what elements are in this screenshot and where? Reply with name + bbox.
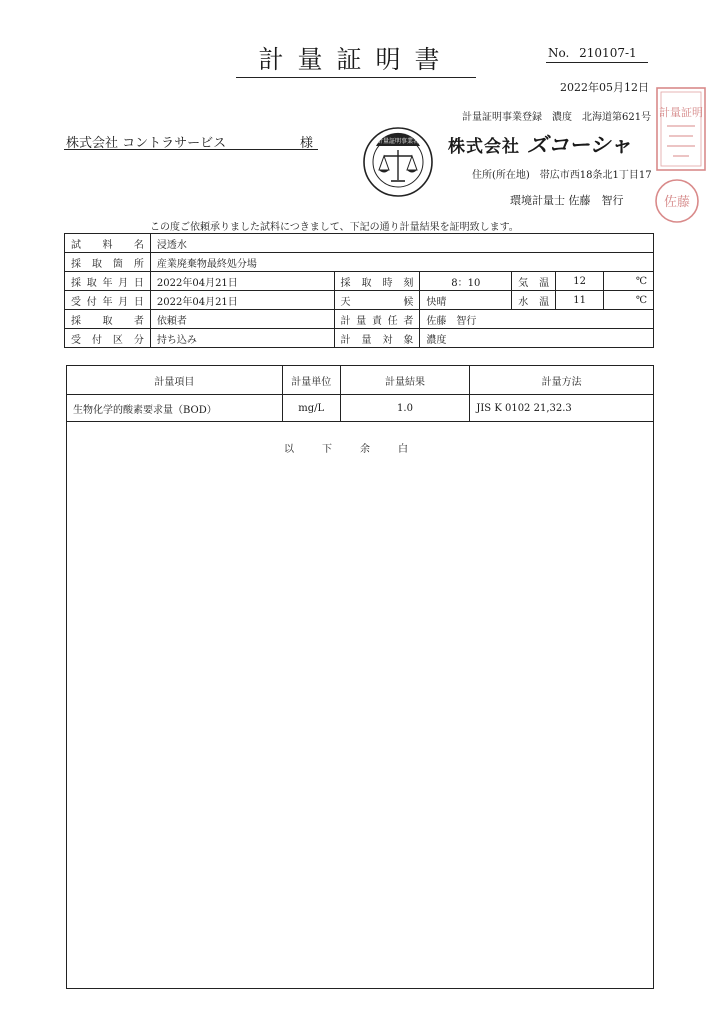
intro-statement: この度ご依頼承りました試料につきまして、下記の通り計量結果を証明致します。 (150, 222, 519, 233)
header-result: 計量結果 (340, 366, 470, 395)
certificate-number-value: 210107-1 (579, 46, 637, 60)
personal-seal-icon (654, 178, 700, 228)
table-row (67, 395, 654, 422)
responsible-label: 計量責任者 (334, 310, 420, 329)
personal-seal-text: 佐藤 (663, 195, 691, 210)
collection-site-label: 採取箇所 (65, 253, 151, 272)
air-temp-label: 気温 (512, 272, 556, 291)
responsible-value: 佐藤 智行 (420, 310, 654, 329)
header-method: 計量方法 (470, 366, 654, 395)
table-row (65, 310, 654, 329)
table-row (65, 272, 654, 291)
sample-name-label: 試料名 (65, 234, 151, 253)
emblem-text: 計量証明事業者 (376, 138, 420, 145)
result-method: JIS K 0102 21,32.3 (470, 395, 654, 422)
water-temp-label: 水温 (512, 291, 556, 310)
air-temp-value: 12 (556, 272, 604, 291)
issue-date: 2022年05月12日 (560, 81, 649, 94)
result-value: 1.0 (340, 395, 470, 422)
receipt-type-value: 持ち込み (150, 329, 334, 348)
issuer-address: 住所(所在地) 帯広市西18条北1丁目17 (472, 170, 652, 181)
receipt-date-value: 2022年04月21日 (150, 291, 334, 310)
customer-underline (64, 149, 318, 150)
results-table (66, 365, 654, 989)
result-unit: mg/L (282, 395, 340, 422)
results-header-row (67, 366, 654, 395)
company-prefix: 株式会社 (448, 137, 520, 157)
end-note: 以下余白 (67, 422, 654, 989)
blank-area-row (67, 422, 654, 989)
sample-info-table (64, 233, 654, 348)
certificate-number-label: No. (548, 46, 570, 60)
water-temp-unit: ℃ (604, 291, 654, 310)
collection-time-label: 採取時刻 (334, 272, 420, 291)
sample-name-value: 浸透水 (150, 234, 653, 253)
header-unit: 計量単位 (282, 366, 340, 395)
collector-value: 依頼者 (150, 310, 334, 329)
measurement-target-value: 濃度 (420, 329, 654, 348)
result-item: 生物化学的酸素要求量（BOD） (67, 395, 283, 422)
air-temp-unit: ℃ (604, 272, 654, 291)
receipt-date-label: 受付年月日 (65, 291, 151, 310)
header-item: 計量項目 (67, 366, 283, 395)
company-seal-icon (655, 86, 707, 176)
number-underline (546, 62, 648, 63)
company-seal-text: 計量証明 (659, 106, 703, 119)
document-title: 計量証明書 (258, 45, 454, 74)
collection-time-value: 8：10 (420, 272, 512, 291)
collection-site-value: 産業廃棄物最終処分場 (150, 253, 653, 272)
certified-measurer: 環境計量士 佐藤 智行 (510, 194, 624, 207)
metrology-emblem-icon (362, 126, 434, 202)
certificate-number (548, 46, 637, 60)
collector-label: 採取者 (65, 310, 151, 329)
customer-name: 株式会社 コントラサービス (66, 136, 227, 151)
collection-date-value: 2022年04月21日 (150, 272, 334, 291)
table-row (65, 253, 654, 272)
issuer-company (448, 129, 631, 159)
table-row (65, 291, 654, 310)
water-temp-value: 11 (556, 291, 604, 310)
weather-value: 快晴 (420, 291, 512, 310)
weather-label: 天候 (334, 291, 420, 310)
customer-honorific: 様 (300, 136, 314, 151)
company-brand: ズコーシャ (526, 133, 632, 157)
title-underline (236, 77, 476, 78)
table-row (65, 329, 654, 348)
measurement-target-label: 計量対象 (334, 329, 420, 348)
collection-date-label: 採取年月日 (65, 272, 151, 291)
receipt-type-label: 受付区分 (65, 329, 151, 348)
table-row (65, 234, 654, 253)
registration-number: 計量証明事業登録 濃度 北海道第621号 (462, 112, 652, 123)
